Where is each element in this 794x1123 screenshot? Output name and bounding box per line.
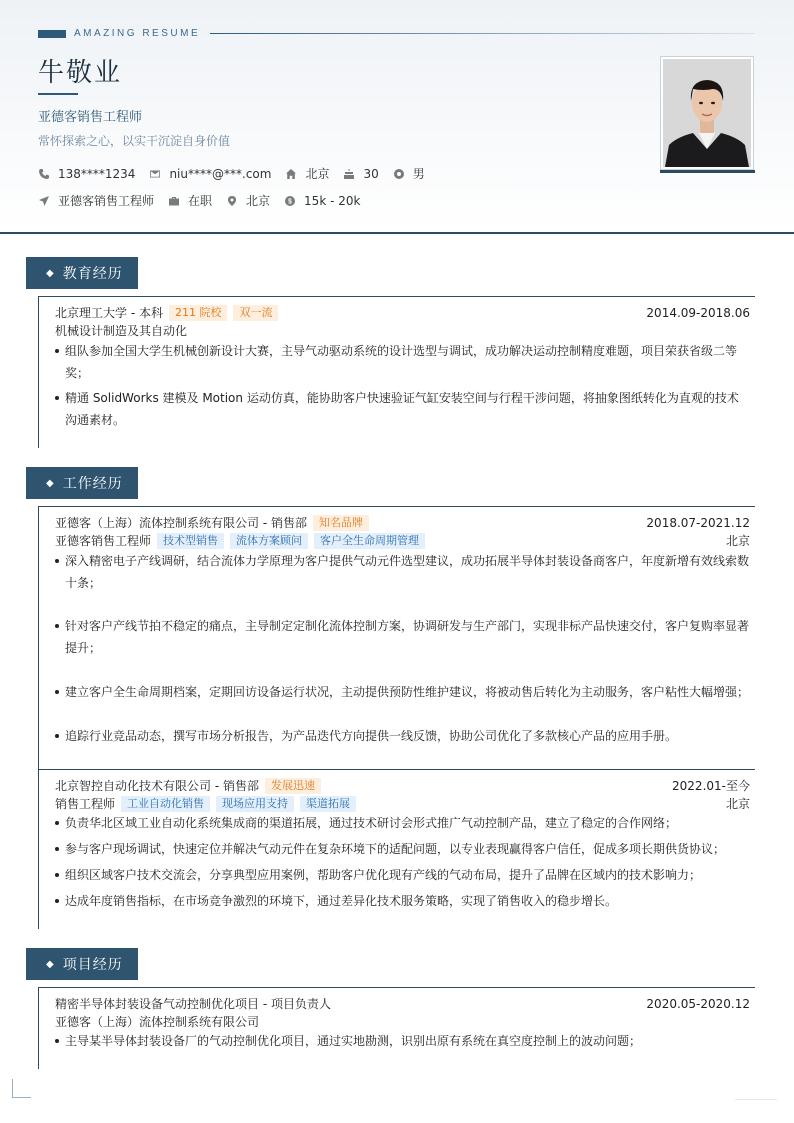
education-heading: 教育经历 [62,266,123,282]
project-company: 亚德客（上海）流体控制系统有限公司 [55,1015,260,1029]
job-city: 北京 [725,797,750,811]
salary-text: 15k - 20k [304,193,361,208]
job-bullet: 建立客户全生命周期档案，定期回访设备运行状况，主动提供预防性维护建议，将被动售后转化为主动服务，客户粘性大幅增强； [55,681,750,703]
home-item [285,165,329,182]
position-tag: 流体方案顾问 [230,533,308,549]
position-tag: 现场应用支持 [216,796,294,812]
diamond-icon: ◆ [46,267,55,279]
banner [38,29,200,38]
job-date: 2022.01-至今 [672,779,750,793]
education-section-title [26,257,138,289]
position-name: 亚德客销售工程师 [55,534,152,548]
phone-icon [38,168,50,180]
intent-row [38,192,374,209]
education-date: 2014.09-2018.06 [646,305,750,320]
briefcase-icon [168,195,180,207]
location-pin-icon [226,195,238,207]
education-major-row [55,322,750,339]
email-item [149,167,271,181]
send-icon [38,195,50,207]
money-icon [284,195,296,207]
job-bullet: 负责华北区域工业自动化系统集成商的渠道拓展，通过技术研讨会形式推广气动控制产品，建立了稳定的合作网络； [55,812,750,834]
gender-text: 男 [412,167,425,181]
status-text: 在职 [188,194,213,208]
work-heading: 工作经历 [62,476,123,492]
project-name: 精密半导体封装设备气动控制优化项目 - 项目负责人 [55,997,331,1011]
project-heading: 项目经历 [62,957,123,973]
target-city-text: 北京 [246,194,271,208]
diamond-icon: ◆ [46,477,55,489]
project-date: 2020.05-2020.12 [646,996,750,1011]
position-tag: 工业自动化销售 [121,796,210,812]
corner-mark [12,1079,31,1098]
project-section-title [26,948,138,980]
major: 机械设计制造及其自动化 [55,324,188,338]
status-item [168,192,212,209]
profile-photo [660,56,754,170]
school-tag: 双一流 [233,305,278,321]
email-text: niu****@***.com [169,166,272,181]
job-title: 亚德客销售工程师 [38,110,143,125]
school-name: 北京理工大学 - 本科 [55,306,163,320]
education-bullet: 精通 SolidWorks 建模及 Motion 运动仿真，能协助客户快速验证气缸安装空间与行程干涉问题，将抽象图纸转化为直观的技术沟通素材。 [55,387,750,431]
job-company-row [55,514,750,531]
age-text: 30 [363,166,379,181]
job-bullet: 参与客户现场调试，快速定位并解决气动元件在复杂环境下的适配问题，以专业表现赢得客户信任，促成多项长期供货协议； [55,838,750,860]
position-name: 销售工程师 [55,797,116,811]
banner-line [210,33,755,34]
target-job-text: 亚德客销售工程师 [58,194,155,208]
cake-icon [343,168,355,180]
company-name: 北京智控自动化技术有限公司 - 销售部 [55,779,259,793]
phone-text: 138****1234 [58,166,136,181]
project-company-row [55,1013,750,1030]
candidate-name: 牛敬业 [38,58,123,88]
job-city: 北京 [725,534,750,548]
job-divider [38,769,755,770]
education-school-row [55,304,750,321]
age-item [343,167,378,181]
job-position-row [55,795,750,812]
position-tag: 客户全生命周期管理 [314,533,425,549]
project-name-row [55,995,750,1012]
position-tag: 渠道拓展 [300,796,356,812]
phone-item [38,167,135,181]
company-name: 亚德客（上海）流体控制系统有限公司 - 销售部 [55,516,307,530]
job-bullet: 追踪行业竞品动态，撰写市场分析报告，为产品迭代方向提供一线反馈，协助公司优化了多款核心产品的应用手册。 [55,725,750,747]
job-bullet: 达成年度销售指标，在市场竞争激烈的环境下，通过差异化技术服务策略，实现了销售收入的稳步增长。 [55,890,750,912]
job-bullet: 组织区域客户技术交流会，分享典型应用案例，帮助客户优化现有产线的气动布局，提升了品牌在区域内的技术影响力； [55,864,750,886]
job-bullet: 深入精密电子产线调研，结合流体力学原理为客户提供气动元件选型建议，成功拓展半导体封装设备商客户，年度新增有效线索数十条； [55,550,750,594]
project-bullet: 主导某半导体封装设备厂的气动控制优化项目，通过实地勘测，识别出原有系统在真空度控制上的波动问题； [55,1030,750,1052]
gender-icon [393,168,405,180]
work-section-title [26,467,138,499]
photo-accent-bar [660,170,755,173]
home-icon [285,168,297,180]
company-tag: 知名品牌 [313,515,369,531]
resume-header [0,0,794,234]
name-underline [38,93,78,95]
salary-item [284,194,360,208]
target-city-item [226,192,270,209]
banner-block [38,30,66,38]
home-text: 北京 [305,167,330,181]
job-position-row [55,532,750,549]
banner-text: AMAZING RESUME [74,28,201,39]
contact-row [38,165,439,182]
diamond-icon: ◆ [46,958,55,970]
corner-line [735,1099,777,1100]
education-bullet: 组队参加全国大学生机械创新设计大赛，主导气动驱动系统的设计选型与调试，成功解决运动控制精度难题，项目荣获省级二等奖； [55,340,750,384]
motto: 常怀探索之心，以实干沉淀自身价值 [38,134,231,148]
target-job-item [38,192,154,209]
gender-item [393,165,425,182]
job-company-row [55,777,750,794]
job-bullet: 针对客户产线节拍不稳定的痛点，主导制定定制化流体控制方案，协调研发与生产部门，实现非标产品快速交付，客户复购率显著提升； [55,615,750,659]
portrait-image [663,59,751,167]
company-tag: 发展迅速 [265,778,321,794]
school-tag: 211 院校 [169,305,228,321]
job-date: 2018.07-2021.12 [646,515,750,530]
position-tag: 技术型销售 [157,533,224,549]
mail-icon [149,168,161,180]
